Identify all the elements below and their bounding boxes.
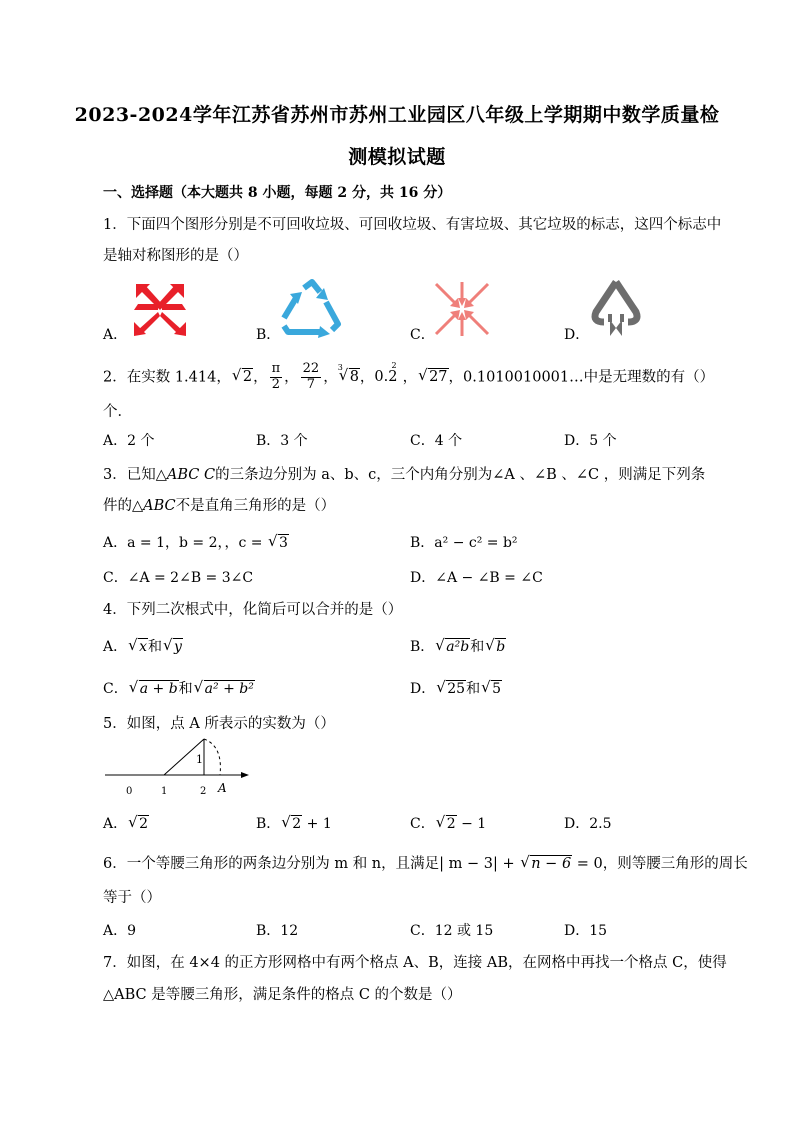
q5-a-sqrt: √ 2 <box>129 816 149 832</box>
q4-a-r2: √ y <box>164 639 183 655</box>
q2-tail: ，0.1010010001…中是无理数的有（） <box>448 369 715 386</box>
q1-option-a: A． <box>103 327 128 343</box>
q4-d-r2: √ 5 <box>482 681 502 697</box>
q4-b-mid: 和 <box>470 639 485 655</box>
tick-2: 2 <box>200 786 207 797</box>
q4-option-d <box>410 678 502 698</box>
q3-l2b: 不是直角三角形的是（） <box>175 498 336 514</box>
q4-a-r1: √ x <box>129 639 148 655</box>
q2-stem-line2: 个． <box>103 404 132 420</box>
q1-option-d: D． <box>564 327 590 343</box>
q6-option-a: A．9 <box>103 923 137 939</box>
q3-abc2: ABC <box>143 498 176 514</box>
q4-option-b <box>410 636 506 656</box>
q3-option-b: B．a² − c² = b² <box>410 535 518 551</box>
sqrt-2: √ 2 <box>233 369 253 385</box>
side-label: 1 <box>196 753 203 766</box>
q2-option-a: A．2 个 <box>103 433 155 449</box>
q5-c-label: C． <box>410 816 435 832</box>
q3-l1a: 3．已知△ <box>103 467 167 483</box>
q6-option-c: C．12 或 15 <box>410 923 494 939</box>
q4-d-r1: √ 25 <box>437 681 466 697</box>
q5-b-tail: + 1 <box>302 816 332 832</box>
q4-c-r1: √ a + b <box>130 681 179 697</box>
cbrt-8: √ 3 8 <box>340 369 360 385</box>
q7-stem-line2: △ABC 是等腰三角形，满足条件的格点 C 的个数是（） <box>103 987 462 1003</box>
q3-option-a <box>103 532 289 552</box>
point-a-label: A <box>218 781 227 795</box>
q4-b-r2: √ b <box>486 639 506 655</box>
q5-a-label: A． <box>103 816 128 832</box>
sqrt-27: √ 27 <box>419 369 448 385</box>
q6-sqrt: √ n − 6 <box>521 856 572 872</box>
q6-option-b: B．12 <box>256 923 299 939</box>
q6-option-d: D．15 <box>564 923 608 939</box>
axis-arrow <box>241 772 249 778</box>
q4-stem-line1: 4．下列二次根式中，化简后可以合并的是（） <box>103 602 403 618</box>
frac-22-over-7: $\frac{22}{7}$ <box>302 361 320 392</box>
sqrt-3: √ 3 <box>269 535 289 551</box>
q5-stem-line1: 5．如图，点 A 所表示的实数为（） <box>103 716 335 732</box>
q4-d-label: D． <box>410 681 436 697</box>
section-heading: 一、选择题（本大题共 8 小题，每题 2 分，共 16 分） <box>103 185 452 201</box>
other-waste-symbol-icon <box>586 276 646 344</box>
q5-option-d: D．2.5 <box>564 816 612 832</box>
q4-b-r1: √ a²b <box>436 639 470 655</box>
q3-l1b: 的三条边分别为 a、b、c，三个内角分别为∠A 、∠B 、∠C ，则满足下列条 <box>215 467 706 483</box>
q5-c-tail: − 1 <box>456 816 487 832</box>
q6-stem-line1 <box>103 852 748 873</box>
tick-1: 1 <box>161 786 168 797</box>
q2-stem-line1: 2．在实数 1.414，√ 2， $\frac{\pi}{2}$ ， $\frac{22}{7}$ ， √ 3 8，$0.2^2$，√ 27，0.1010010001…中是无理数的有（） <box>103 362 714 393</box>
q4-a-mid: 和 <box>148 639 163 655</box>
q4-b-label: B． <box>410 639 435 655</box>
repeating-decimal: $0.2^2$ <box>374 360 398 386</box>
q5-option-a <box>103 813 149 833</box>
q2-option-d: D．5 个 <box>564 433 617 449</box>
tick-0: 0 <box>126 786 133 797</box>
q2-prefix: 2．在实数 1.414， <box>103 369 231 386</box>
doc-title-line2: 测模拟试题 <box>348 146 446 168</box>
q6-stem-line2: 等于（） <box>103 890 161 906</box>
non-recyclable-symbol-icon <box>128 280 192 342</box>
q3-abc1: ABC C <box>166 467 216 483</box>
q5-b-sqrt: √ 2 <box>282 816 302 832</box>
recyclable-triangle-icon <box>280 278 344 342</box>
q1-stem-line2: 是轴对称图形的是（） <box>103 248 248 264</box>
q5-c-sqrt: √ 2 <box>437 816 457 832</box>
q6-l1a: 6．一个等腰三角形的两条边分别为 m 和 n，且满足| m − 3| + <box>103 856 520 872</box>
q6-l1b: = 0，则等腰三角形的周长 <box>572 856 748 872</box>
hazardous-arrows-icon <box>432 280 492 342</box>
q3-option-d: D．∠A − ∠B = ∠C <box>410 570 543 586</box>
q4-c-r2: √ a² + b² <box>195 681 255 697</box>
q4-option-c <box>103 678 255 698</box>
q5-option-b <box>256 813 332 833</box>
q2-option-b: B．3 个 <box>256 433 308 449</box>
q3-l2a: 件的△ <box>103 498 144 514</box>
q4-option-a <box>103 636 183 656</box>
q1-option-b: B． <box>256 327 281 343</box>
q3-option-c: C．∠A = 2∠B = 3∠C <box>103 570 254 586</box>
doc-title-line1: 2023-2024学年江苏省苏州市苏州工业园区八年级上学期期中数学质量检 <box>74 104 720 126</box>
q4-c-mid: 和 <box>178 681 193 697</box>
q3-stem-line2 <box>103 494 335 515</box>
q4-a-label: A． <box>103 639 128 655</box>
q2-option-c: C．4 个 <box>410 433 463 449</box>
q4-c-label: C． <box>103 681 128 697</box>
arc-dashed <box>204 739 220 775</box>
q5-option-c <box>410 813 486 833</box>
q3-a-pre: A．a = 1，b = 2，，c = <box>103 535 267 551</box>
q7-stem-line1: 7．如图，在 4×4 的正方形网格中有两个格点 A、B，连接 AB，在网格中再找一个格点 C，使得 <box>103 955 727 971</box>
q4-d-mid: 和 <box>466 681 481 697</box>
frac-pi-over-2: $\frac{\pi}{2}$ <box>271 361 281 392</box>
number-line-figure <box>103 732 263 802</box>
q1-option-c: C． <box>410 327 435 343</box>
q3-stem-line1 <box>103 463 705 484</box>
q5-b-label: B． <box>256 816 281 832</box>
q1-stem-line1: 1．下面四个图形分别是不可回收垃圾、可回收垃圾、有害垃圾、其它垃圾的标志，这四个标志中 <box>103 217 722 233</box>
